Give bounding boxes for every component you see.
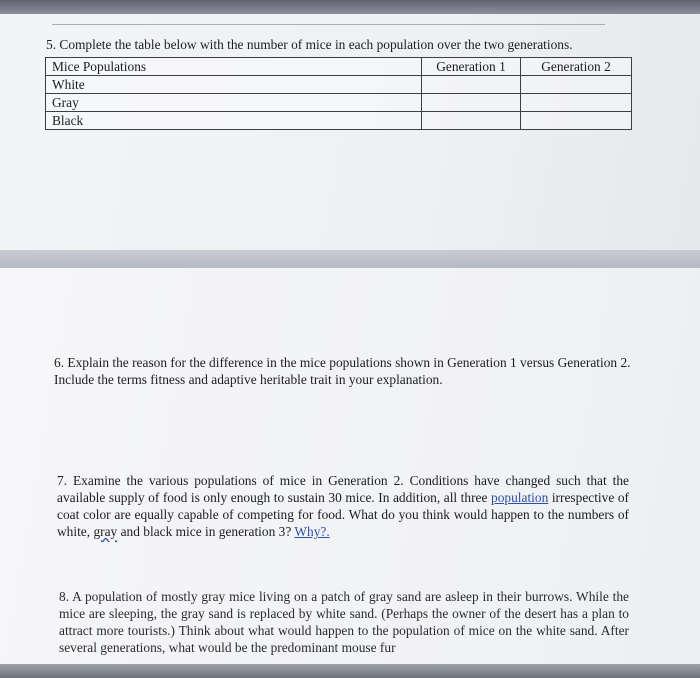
header-generation-1: Generation 1 [422, 58, 521, 76]
header-mice-populations: Mice Populations [46, 58, 422, 76]
row-label-gray: Gray [46, 94, 422, 112]
question-8-text: 8. A population of mostly gray mice living on a patch of gray sand are asleep in their burrows. While the mice are sleeping, the gray sand is replaced by white sand. (Perhaps the owner of the desert has a plan to attract more tourists.) Think about what would happen to the population of mice on the white sand. After several generations, what would be the predominant mouse fur [59, 589, 629, 655]
cell-black-gen2[interactable] [521, 112, 632, 130]
cell-black-gen1[interactable] [422, 112, 521, 130]
row-label-white: White [46, 76, 422, 94]
q7-gray-word: gray [93, 524, 118, 539]
q7-part-2: irrespective of coat color are equally capable of competing for food. What do you think would happen to the numbers of white, [57, 490, 629, 539]
page-divider [0, 250, 700, 268]
question-5-prompt: 5. Complete the table below with the number of mice in each population over the two generations. [46, 37, 573, 52]
question-6-text: 6. Explain the reason for the difference in the mice populations shown in Generation 1 versus Generation 2. Include the terms fitness and adaptive heritable trait in your explanation. [54, 355, 631, 387]
q7-population-link[interactable]: population [491, 490, 549, 505]
window-top-edge [0, 0, 700, 14]
question-7-text [57, 472, 629, 540]
q7-part-1: 7. Examine the various populations of mice in Generation 2. Conditions have changed such that the available supply of food is only enough to sustain 30 mice. In addition, all three [57, 473, 629, 505]
page-rule [52, 24, 605, 25]
q7-part-3: and black mice in generation 3? [117, 524, 295, 539]
cell-white-gen1[interactable] [422, 76, 521, 94]
mice-population-table [45, 57, 632, 130]
table-row-black [46, 112, 632, 130]
window-bottom-edge [0, 664, 700, 678]
q7-why-link[interactable]: Why?. [294, 524, 330, 539]
header-generation-2: Generation 2 [521, 58, 632, 76]
cell-gray-gen2[interactable] [521, 94, 632, 112]
table-row-white [46, 76, 632, 94]
cell-white-gen2[interactable] [521, 76, 632, 94]
table-header-row [46, 58, 632, 76]
cell-gray-gen1[interactable] [422, 94, 521, 112]
row-label-black: Black [46, 112, 422, 130]
table-row-gray [46, 94, 632, 112]
